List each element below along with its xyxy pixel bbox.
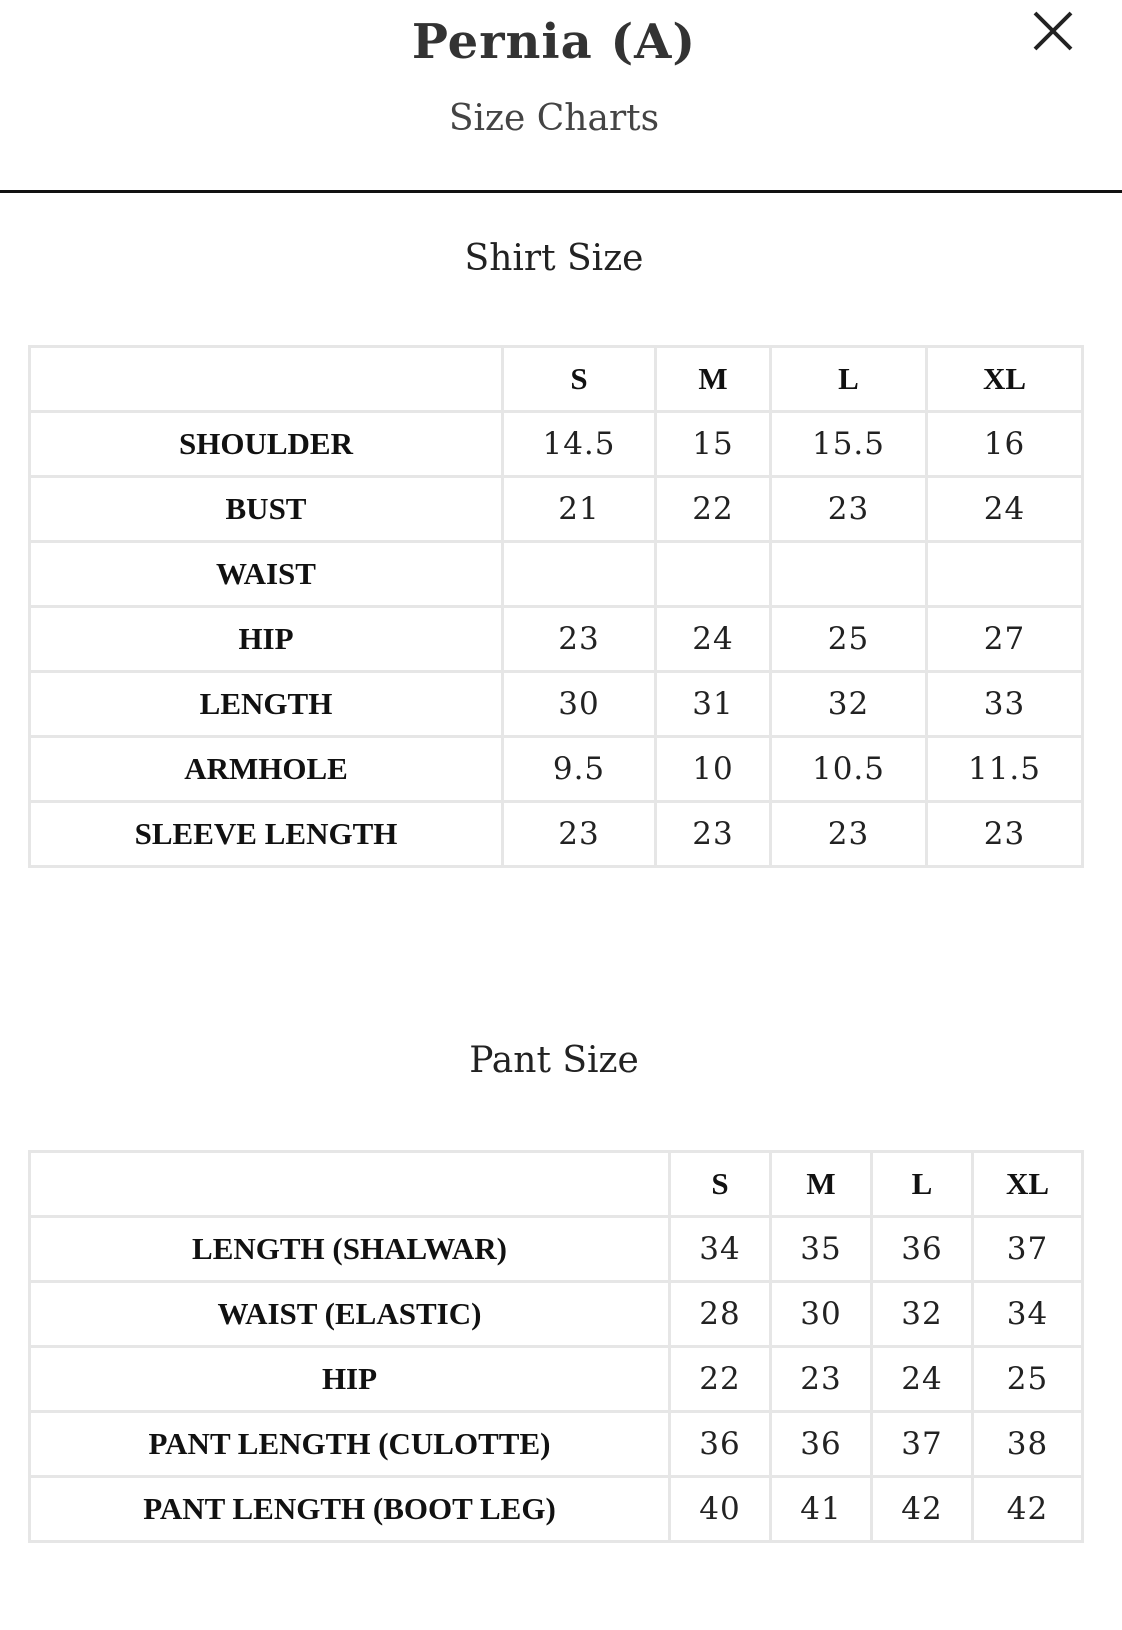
cell-value: 32 bbox=[872, 1282, 973, 1347]
table-row bbox=[30, 1477, 1083, 1542]
row-label: LENGTH bbox=[30, 672, 503, 737]
cell-value: 32 bbox=[771, 672, 927, 737]
shirt-size-table bbox=[28, 345, 1084, 868]
cell-value: 24 bbox=[872, 1347, 973, 1412]
column-header-xl: XL bbox=[927, 347, 1083, 412]
cell-value: 24 bbox=[927, 477, 1083, 542]
table-row bbox=[30, 477, 1083, 542]
table-row bbox=[30, 1217, 1083, 1282]
cell-value: 15.5 bbox=[771, 412, 927, 477]
cell-value: 35 bbox=[771, 1217, 872, 1282]
cell-value: 23 bbox=[503, 607, 656, 672]
table-row bbox=[30, 1347, 1083, 1412]
cell-value: 33 bbox=[927, 672, 1083, 737]
cell-value: 23 bbox=[771, 802, 927, 867]
cell-value: 9.5 bbox=[503, 737, 656, 802]
cell-value: 37 bbox=[872, 1412, 973, 1477]
cell-value: 16 bbox=[927, 412, 1083, 477]
page-subtitle: Size Charts bbox=[448, 98, 660, 139]
cell-value: 23 bbox=[927, 802, 1083, 867]
cell-value: 27 bbox=[927, 607, 1083, 672]
row-label: WAIST bbox=[30, 542, 503, 607]
cell-value: 10 bbox=[656, 737, 771, 802]
cell-value: 41 bbox=[771, 1477, 872, 1542]
cell-value bbox=[656, 542, 771, 607]
table-header-row bbox=[30, 1152, 1083, 1217]
row-label: LENGTH (SHALWAR) bbox=[30, 1217, 670, 1282]
table-row bbox=[30, 1412, 1083, 1477]
cell-value: 34 bbox=[973, 1282, 1083, 1347]
row-label: PANT LENGTH (BOOT LEG) bbox=[30, 1477, 670, 1542]
table-row bbox=[30, 607, 1083, 672]
column-header-m: M bbox=[656, 347, 771, 412]
column-header bbox=[30, 1152, 670, 1217]
row-label: SLEEVE LENGTH bbox=[30, 802, 503, 867]
cell-value: 23 bbox=[656, 802, 771, 867]
cell-value: 11.5 bbox=[927, 737, 1083, 802]
close-button[interactable] bbox=[1028, 6, 1078, 56]
cell-value: 22 bbox=[670, 1347, 771, 1412]
cell-value: 23 bbox=[771, 477, 927, 542]
pant-size-table bbox=[28, 1150, 1084, 1543]
cell-value bbox=[503, 542, 656, 607]
cell-value: 42 bbox=[973, 1477, 1083, 1542]
column-header bbox=[30, 347, 503, 412]
row-label: HIP bbox=[30, 1347, 670, 1412]
pant-size-title: Pant Size bbox=[469, 1040, 639, 1081]
column-header-l: L bbox=[872, 1152, 973, 1217]
page-title: Pernia (A) bbox=[411, 14, 697, 70]
cell-value: 14.5 bbox=[503, 412, 656, 477]
cell-value: 38 bbox=[973, 1412, 1083, 1477]
table-row bbox=[30, 737, 1083, 802]
cell-value: 30 bbox=[771, 1282, 872, 1347]
modal-header bbox=[0, 0, 1122, 193]
cell-value: 42 bbox=[872, 1477, 973, 1542]
column-header-s: S bbox=[670, 1152, 771, 1217]
table-header-row bbox=[30, 347, 1083, 412]
cell-value: 36 bbox=[872, 1217, 973, 1282]
shirt-size-title: Shirt Size bbox=[464, 238, 644, 279]
cell-value: 31 bbox=[656, 672, 771, 737]
cell-value: 37 bbox=[973, 1217, 1083, 1282]
table-row bbox=[30, 802, 1083, 867]
cell-value: 28 bbox=[670, 1282, 771, 1347]
cell-value: 21 bbox=[503, 477, 656, 542]
table-row bbox=[30, 542, 1083, 607]
cell-value: 25 bbox=[973, 1347, 1083, 1412]
cell-value: 36 bbox=[771, 1412, 872, 1477]
cell-value: 23 bbox=[771, 1347, 872, 1412]
close-icon bbox=[1028, 6, 1078, 56]
table-row bbox=[30, 412, 1083, 477]
cell-value: 34 bbox=[670, 1217, 771, 1282]
row-label: SHOULDER bbox=[30, 412, 503, 477]
cell-value: 25 bbox=[771, 607, 927, 672]
row-label: HIP bbox=[30, 607, 503, 672]
cell-value: 24 bbox=[656, 607, 771, 672]
cell-value: 40 bbox=[670, 1477, 771, 1542]
row-label: ARMHOLE bbox=[30, 737, 503, 802]
row-label: WAIST (ELASTIC) bbox=[30, 1282, 670, 1347]
row-label: PANT LENGTH (CULOTTE) bbox=[30, 1412, 670, 1477]
cell-value bbox=[927, 542, 1083, 607]
cell-value: 15 bbox=[656, 412, 771, 477]
row-label: BUST bbox=[30, 477, 503, 542]
table-row bbox=[30, 1282, 1083, 1347]
column-header-l: L bbox=[771, 347, 927, 412]
cell-value: 22 bbox=[656, 477, 771, 542]
table-row bbox=[30, 672, 1083, 737]
cell-value: 30 bbox=[503, 672, 656, 737]
column-header-s: S bbox=[503, 347, 656, 412]
cell-value: 10.5 bbox=[771, 737, 927, 802]
cell-value bbox=[771, 542, 927, 607]
column-header-m: M bbox=[771, 1152, 872, 1217]
cell-value: 36 bbox=[670, 1412, 771, 1477]
column-header-xl: XL bbox=[973, 1152, 1083, 1217]
cell-value: 23 bbox=[503, 802, 656, 867]
